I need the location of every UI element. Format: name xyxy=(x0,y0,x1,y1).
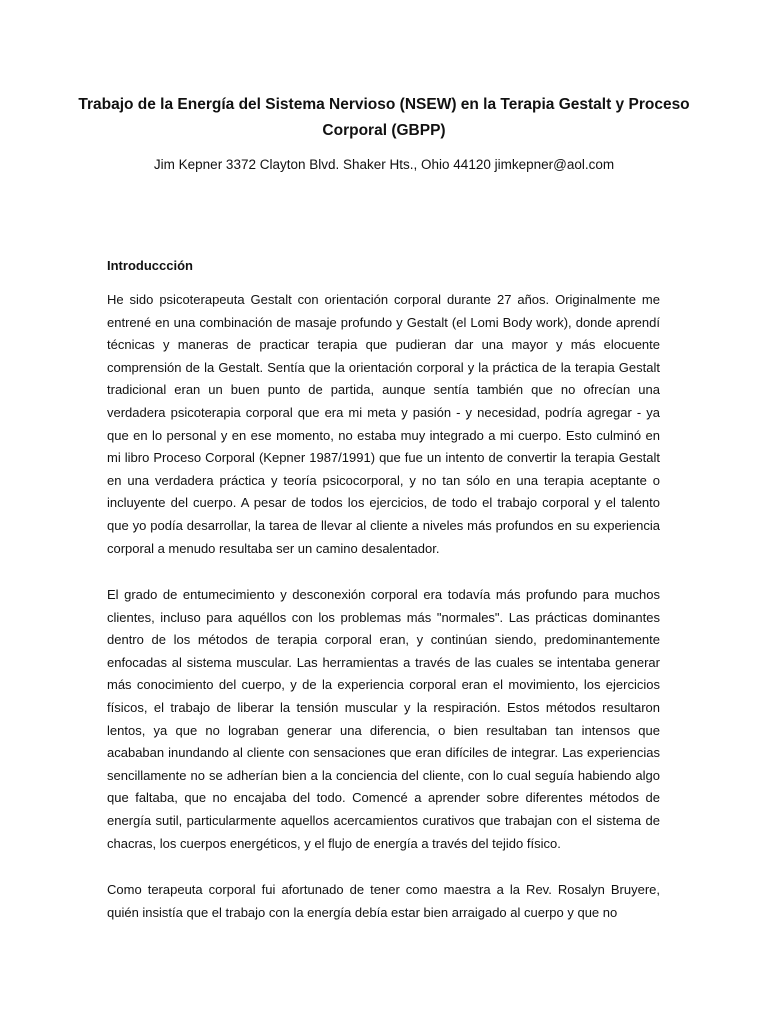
body-paragraph: El grado de entumecimiento y desconexión corporal era todavía más profundo para muchos clientes, incluso para aquéllos con los problemas más "normales". Las prácticas dominantes dentro de los métodos de terapia corporal eran, y continúan siendo, predominantemente enfocadas al sistema muscular. Las herramientas a través de las cuales se intentaba generar más conocimiento del cuerpo, y de la experiencia corporal eran el movimiento, los ejercicios físicos, el trabajo de liberar la tensión muscular y la respiración. Estos métodos resultaron lentos, ya que no lograban generar una diferencia, o bien resultaban tan intensos que acababan inundando al cliente con sensaciones que eran difíciles de integrar. Las experiencias sencillamente no se adherían bien a la conciencia del cliente, con lo cual seguía habiendo algo que faltaba, que no encajaba del todo. Comencé a aprender sobre diferentes métodos de energía sutil, particularmente aquellos acercamientos curativos que trabajan con el sistema de chacras, los cuerpos energéticos, y el flujo de energía a través del tejido físico. xyxy=(107,587,660,851)
body-paragraph: He sido psicoterapeuta Gestalt con orientación corporal durante 27 años. Originalmente me entrené en una combinación de masaje profundo y Gestalt (el Lomi Body work), donde aprendí técnicas y maneras de practicar terapia que pudieran dar una mayor y más elocuente comprensión de la Gestalt. Sentía que la orientación corporal y la práctica de la terapia Gestalt tradicional eran un buen punto de partida, aunque sentía también que no ofrecían una verdadera psicoterapia corporal que era mi meta y pasión - y necesidad, podría agregar - ya que en lo personal y en ese momento, no estaba muy integrado a mi cuerpo. Esto culminó en mi libro Proceso Corporal (Kepner 1987/1991) que fue un intento de convertir la terapia Gestalt en una verdadera práctica y teoría psicocorporal, y no tan sólo en una terapia aceptante o incluyente del cuerpo. A pesar de todos los ejercicios, de todo el trabajo corporal y el talento que yo podía desarrollar, la tarea de llevar al cliente a niveles más profundos en su experiencia corporal a menudo resultaba ser un camino desalentador. xyxy=(107,292,660,556)
section-heading: Introduccción xyxy=(107,258,193,273)
author-line: Jim Kepner 3372 Clayton Blvd. Shaker Hts., Ohio 44120 jimkepner@aol.com xyxy=(153,157,615,172)
body-paragraph: Como terapeuta corporal fui afortunado de tener como maestra a la Rev. Rosalyn Bruyere, quién insistía que el trabajo con la energía debía estar bien arraigado al cuerpo y que no xyxy=(107,882,660,920)
document-title: Trabajo de la Energía del Sistema Nervioso (NSEW) en la Terapia Gestalt y Proceso Corporal (GBPP) xyxy=(78,96,690,139)
